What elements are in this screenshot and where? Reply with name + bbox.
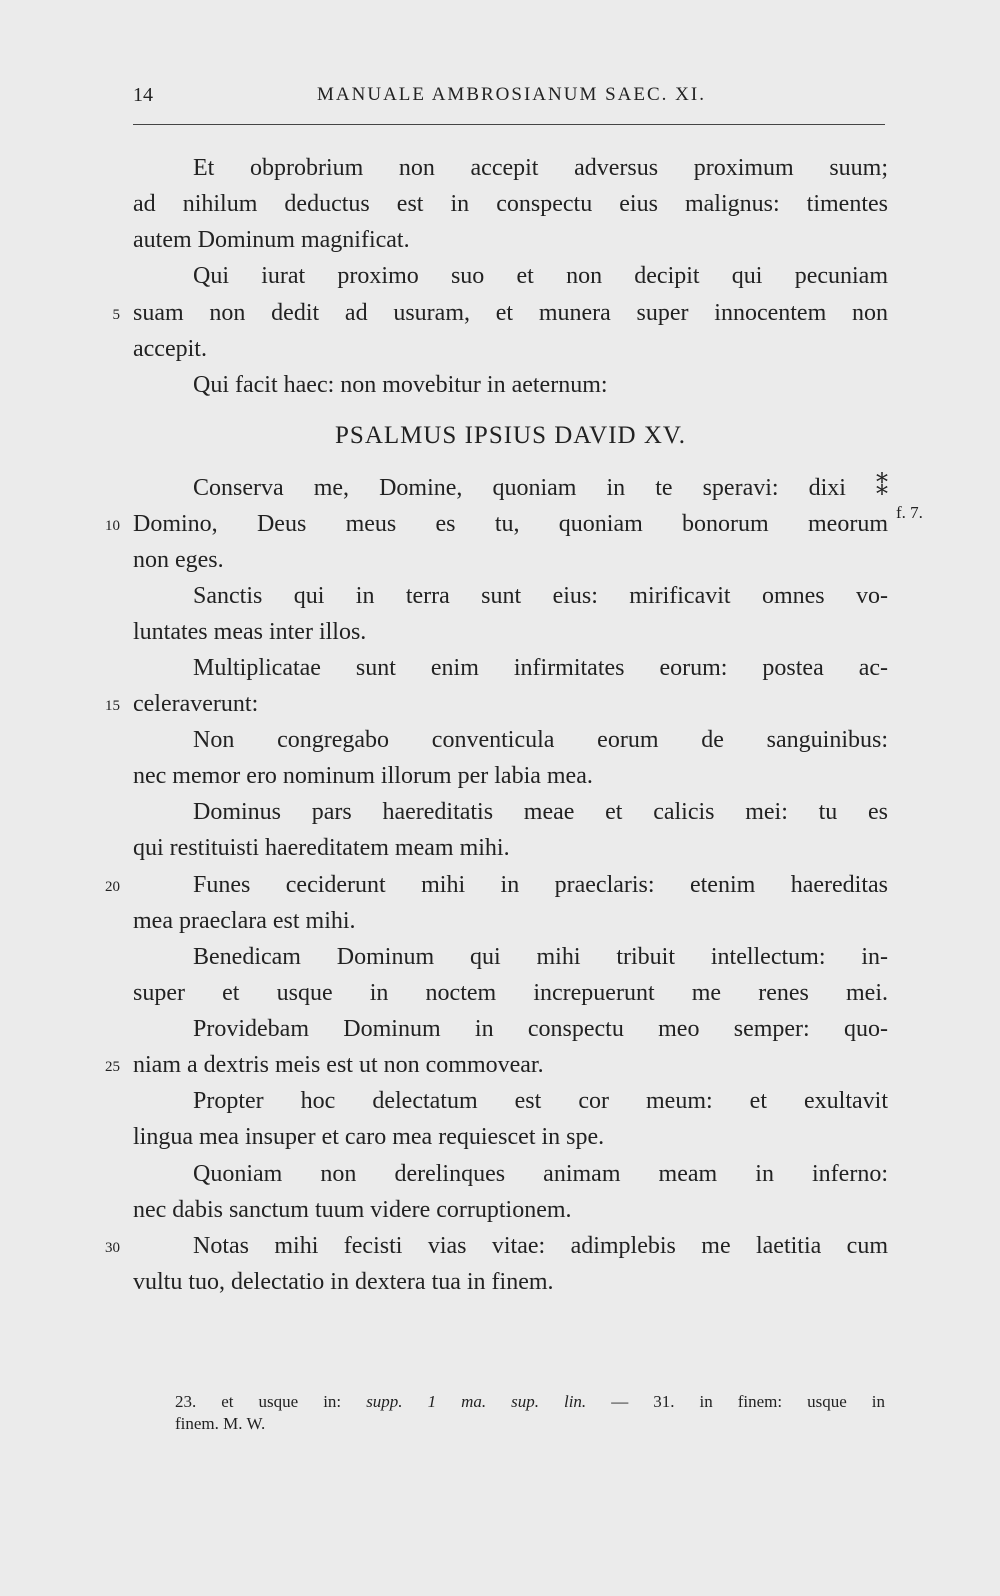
text-line: lingua mea insuper et caro mea requiescet in spe. bbox=[133, 1124, 605, 1150]
text-line: celeraverunt: bbox=[133, 691, 259, 717]
text-line: Qui facit haec: non movebitur in aeternum: bbox=[193, 372, 608, 398]
footnote-line bbox=[175, 1391, 885, 1413]
text-line: Notas mihi fecisti vias vitae: adimplebis me laetitia cum bbox=[193, 1233, 888, 1259]
text-line: accepit. bbox=[133, 336, 207, 362]
text-line: Benedicam Dominum qui mihi tribuit intellectum: in- bbox=[193, 944, 888, 970]
text-line: Funes ceciderunt mihi in praeclaris: etenim haereditas bbox=[193, 872, 888, 898]
running-title: MANUALE AMBROSIANUM SAEC. XI. bbox=[317, 84, 706, 105]
text-line: autem Dominum magnificat. bbox=[133, 227, 410, 253]
text-line: ad nihilum deductus est in conspectu eius malignus: timentes bbox=[133, 191, 888, 217]
header-rule bbox=[133, 124, 885, 125]
text-line: super et usque in noctem increpuerunt me renes mei. bbox=[133, 980, 888, 1006]
page-header bbox=[133, 84, 890, 114]
text-line: Providebam Dominum in conspectu meo semper: quo- bbox=[193, 1016, 888, 1042]
text-line: Conserva me, Domine, quoniam in te speravi: dixi ⁑ bbox=[193, 475, 888, 501]
text-line: luntates meas inter illos. bbox=[133, 619, 367, 645]
text-line: niam a dextris meis est ut non commovear. bbox=[133, 1052, 544, 1078]
text-line: vultu tuo, delectatio in dextera tua in finem. bbox=[133, 1269, 554, 1295]
text-line: Dominus pars haereditatis meae et calicis mei: tu es bbox=[193, 799, 888, 825]
text-line: Multiplicatae sunt enim infirmitates eorum: postea ac- bbox=[193, 655, 888, 681]
text-line: Et obprobrium non accepit adversus proximum suum; bbox=[193, 155, 888, 181]
line-number: 20 bbox=[105, 879, 120, 895]
line-number: 30 bbox=[105, 1240, 120, 1256]
folio-marker: f. 7. bbox=[896, 503, 923, 522]
line-number: 5 bbox=[112, 307, 120, 323]
text-line: Propter hoc delectatum est cor meum: et exultavit bbox=[193, 1088, 888, 1114]
footnote-line: finem. M. W. bbox=[175, 1414, 266, 1433]
text-line: suam non dedit ad usuram, et munera super innocentem non bbox=[133, 300, 888, 326]
text-line: Domino, Deus meus es tu, quoniam bonorum meorum bbox=[133, 511, 888, 537]
line-number: 25 bbox=[105, 1059, 120, 1075]
text-line: nec memor ero nominum illorum per labia mea. bbox=[133, 763, 593, 789]
text-line: non eges. bbox=[133, 547, 224, 573]
text-line: qui restituisti haereditatem meam mihi. bbox=[133, 835, 510, 861]
text-line: Qui iurat proximo suo et non decipit qui pecuniam bbox=[193, 263, 888, 289]
line-number: 10 bbox=[105, 518, 120, 534]
text-line: Sanctis qui in terra sunt eius: mirificavit omnes vo- bbox=[193, 583, 888, 609]
text-line: nec dabis sanctum tuum videre corruptionem. bbox=[133, 1197, 572, 1223]
footnote-italic: supp. 1 ma. sup. lin. bbox=[366, 1392, 587, 1411]
line-number: 15 bbox=[105, 698, 120, 714]
footnote-text: — 31. in finem: usque in bbox=[611, 1392, 885, 1411]
page-number: 14 bbox=[133, 84, 153, 106]
text-line: Quoniam non derelinques animam meam in inferno: bbox=[193, 1161, 888, 1187]
text-line: Non congregabo conventicula eorum de sanguinibus: bbox=[193, 727, 888, 753]
psalm-heading: PSALMUS IPSIUS DAVID XV. bbox=[335, 422, 686, 449]
text-line: mea praeclara est mihi. bbox=[133, 908, 356, 934]
footnote-text: 23. et usque in: bbox=[175, 1392, 342, 1411]
